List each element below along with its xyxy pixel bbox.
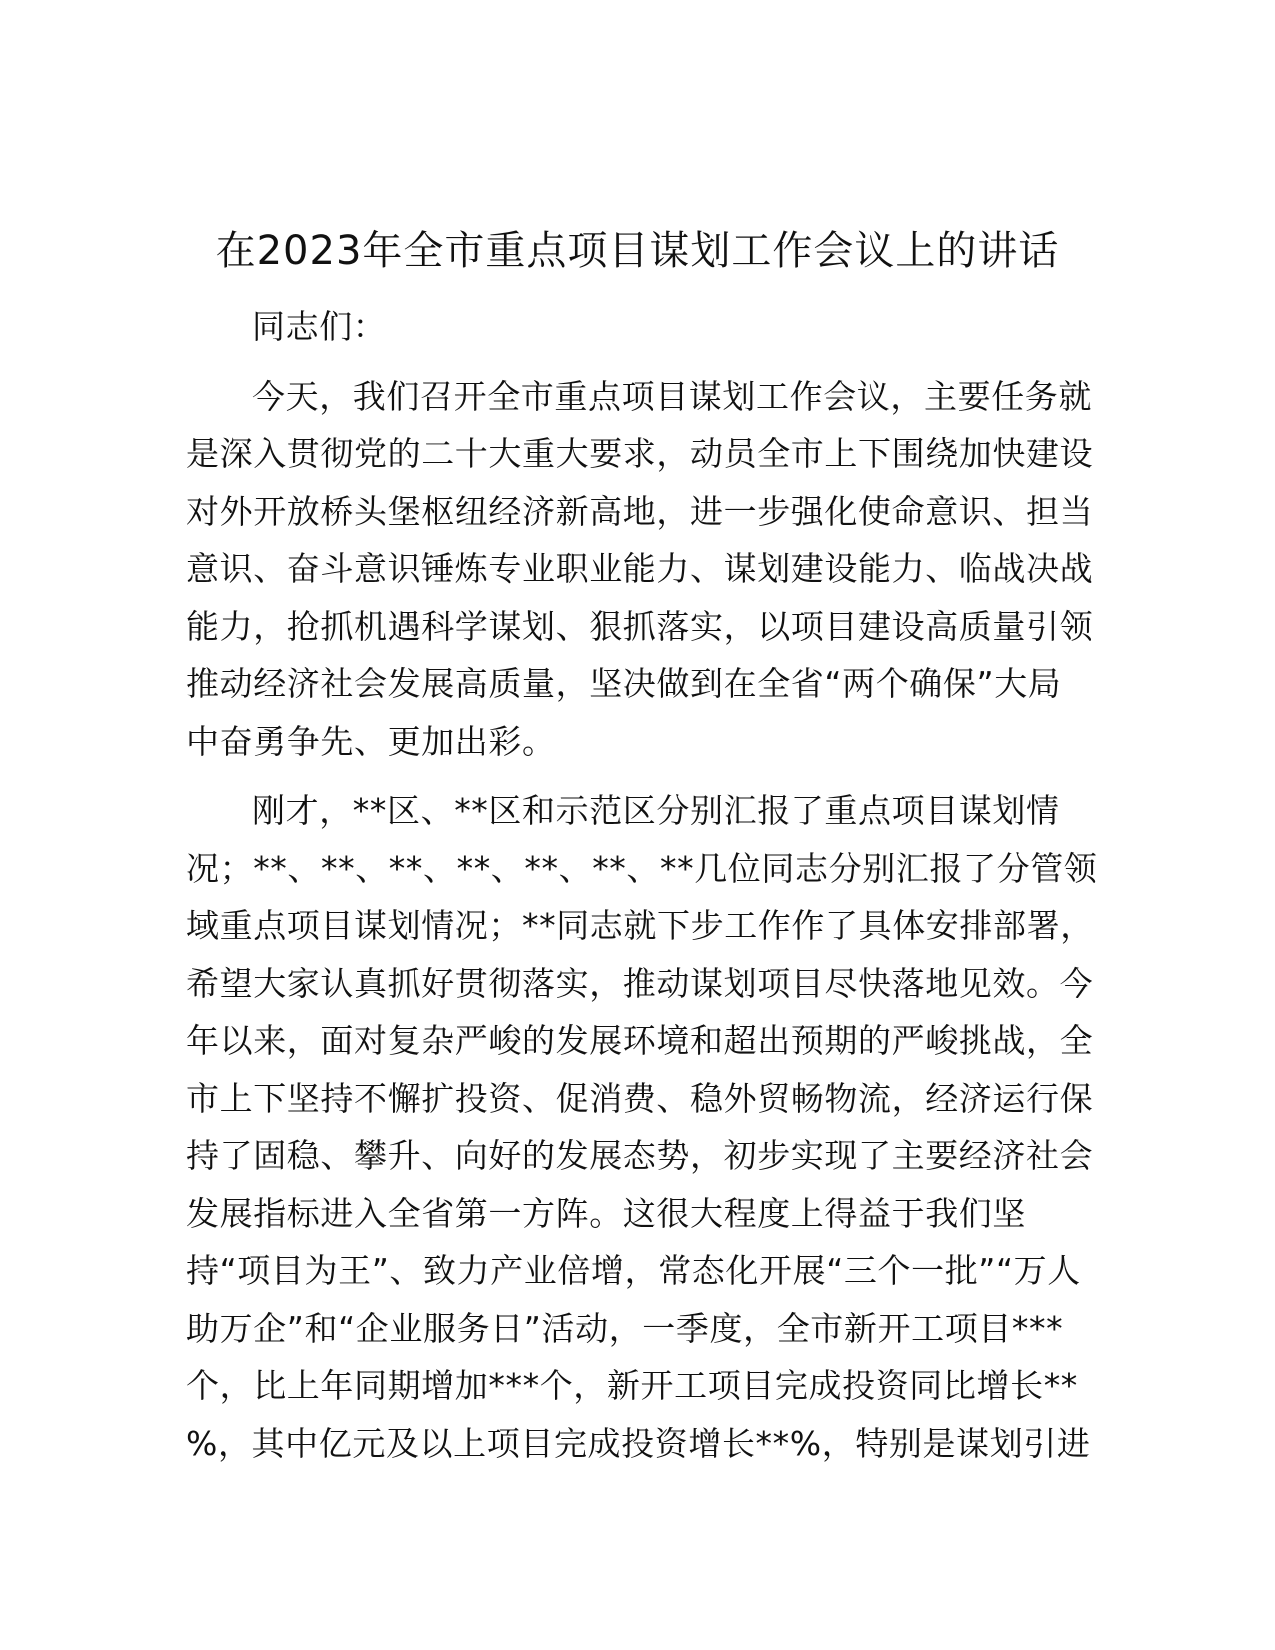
paragraph-2 <box>186 782 1098 1472</box>
paragraph-line: 持“项目为王”、致力产业倍增，常态化开展“三个一批”“万人 <box>186 1251 1081 1290</box>
paragraph-line: 希望大家认真抓好贯彻落实，推动谋划项目尽快落地见效。今 <box>186 963 1094 1003</box>
paragraph-line: 意识、奋斗意识锤炼专业职业能力、谋划建设能力、临战决战 <box>186 549 1094 588</box>
salutation: 同志们： <box>252 307 387 346</box>
paragraph-1 <box>186 368 1094 771</box>
paragraph-line: 今天，我们召开全市重点项目谋划工作会议，主要任务就 <box>252 376 1092 416</box>
paragraph-spacer <box>186 770 1090 782</box>
paragraph-line: 能力，抢抓机遇科学谋划、狠抓落实，以项目建设高质量引领 <box>186 606 1094 646</box>
paragraph-spacer <box>186 356 1090 368</box>
paragraph-line: 是深入贯彻党的二十大重大要求，动员全市上下围绕加快建设 <box>186 434 1094 473</box>
paragraph-line: 况；**、**、**、**、**、**、**几位同志分别汇报了分管领 <box>186 848 1098 888</box>
paragraph-line: 个，比上年同期增加***个，新开工项目完成投资同比增长** <box>186 1366 1078 1405</box>
paragraph-line: %，其中亿元及以上项目完成投资增长**%，特别是谋划引进 <box>186 1423 1091 1463</box>
paragraph-line: 推动经济社会发展高质量，坚决做到在全省“两个确保”大局 <box>186 664 1062 703</box>
paragraph-line: 对外开放桥头堡枢纽经济新高地，进一步强化使命意识、担当 <box>186 491 1094 531</box>
paragraph-line: 中奋勇争先、更加出彩。 <box>186 721 556 761</box>
paragraph-line: 市上下坚持不懈扩投资、促消费、稳外贸畅物流，经济运行保 <box>186 1078 1094 1118</box>
document-title: 在2023年全市重点项目谋划工作会议上的讲话 <box>215 228 1060 274</box>
paragraph-line: 刚才，**区、**区和示范区分别汇报了重点项目谋划情 <box>252 791 1060 830</box>
document-body <box>186 298 1098 1472</box>
paragraph-line: 发展指标进入全省第一方阵。这很大程度上得益于我们坚 <box>186 1193 1026 1233</box>
paragraph-line: 助万企”和“企业服务日”活动，一季度，全市新开工项目*** <box>186 1308 1064 1348</box>
paragraph-line: 年以来，面对复杂严峻的发展环境和超出预期的严峻挑战，全 <box>186 1021 1094 1060</box>
paragraph-line: 域重点项目谋划情况；**同志就下步工作作了具体安排部署， <box>186 906 1094 945</box>
paragraph-line: 持了固稳、攀升、向好的发展态势，初步实现了主要经济社会 <box>186 1136 1094 1175</box>
